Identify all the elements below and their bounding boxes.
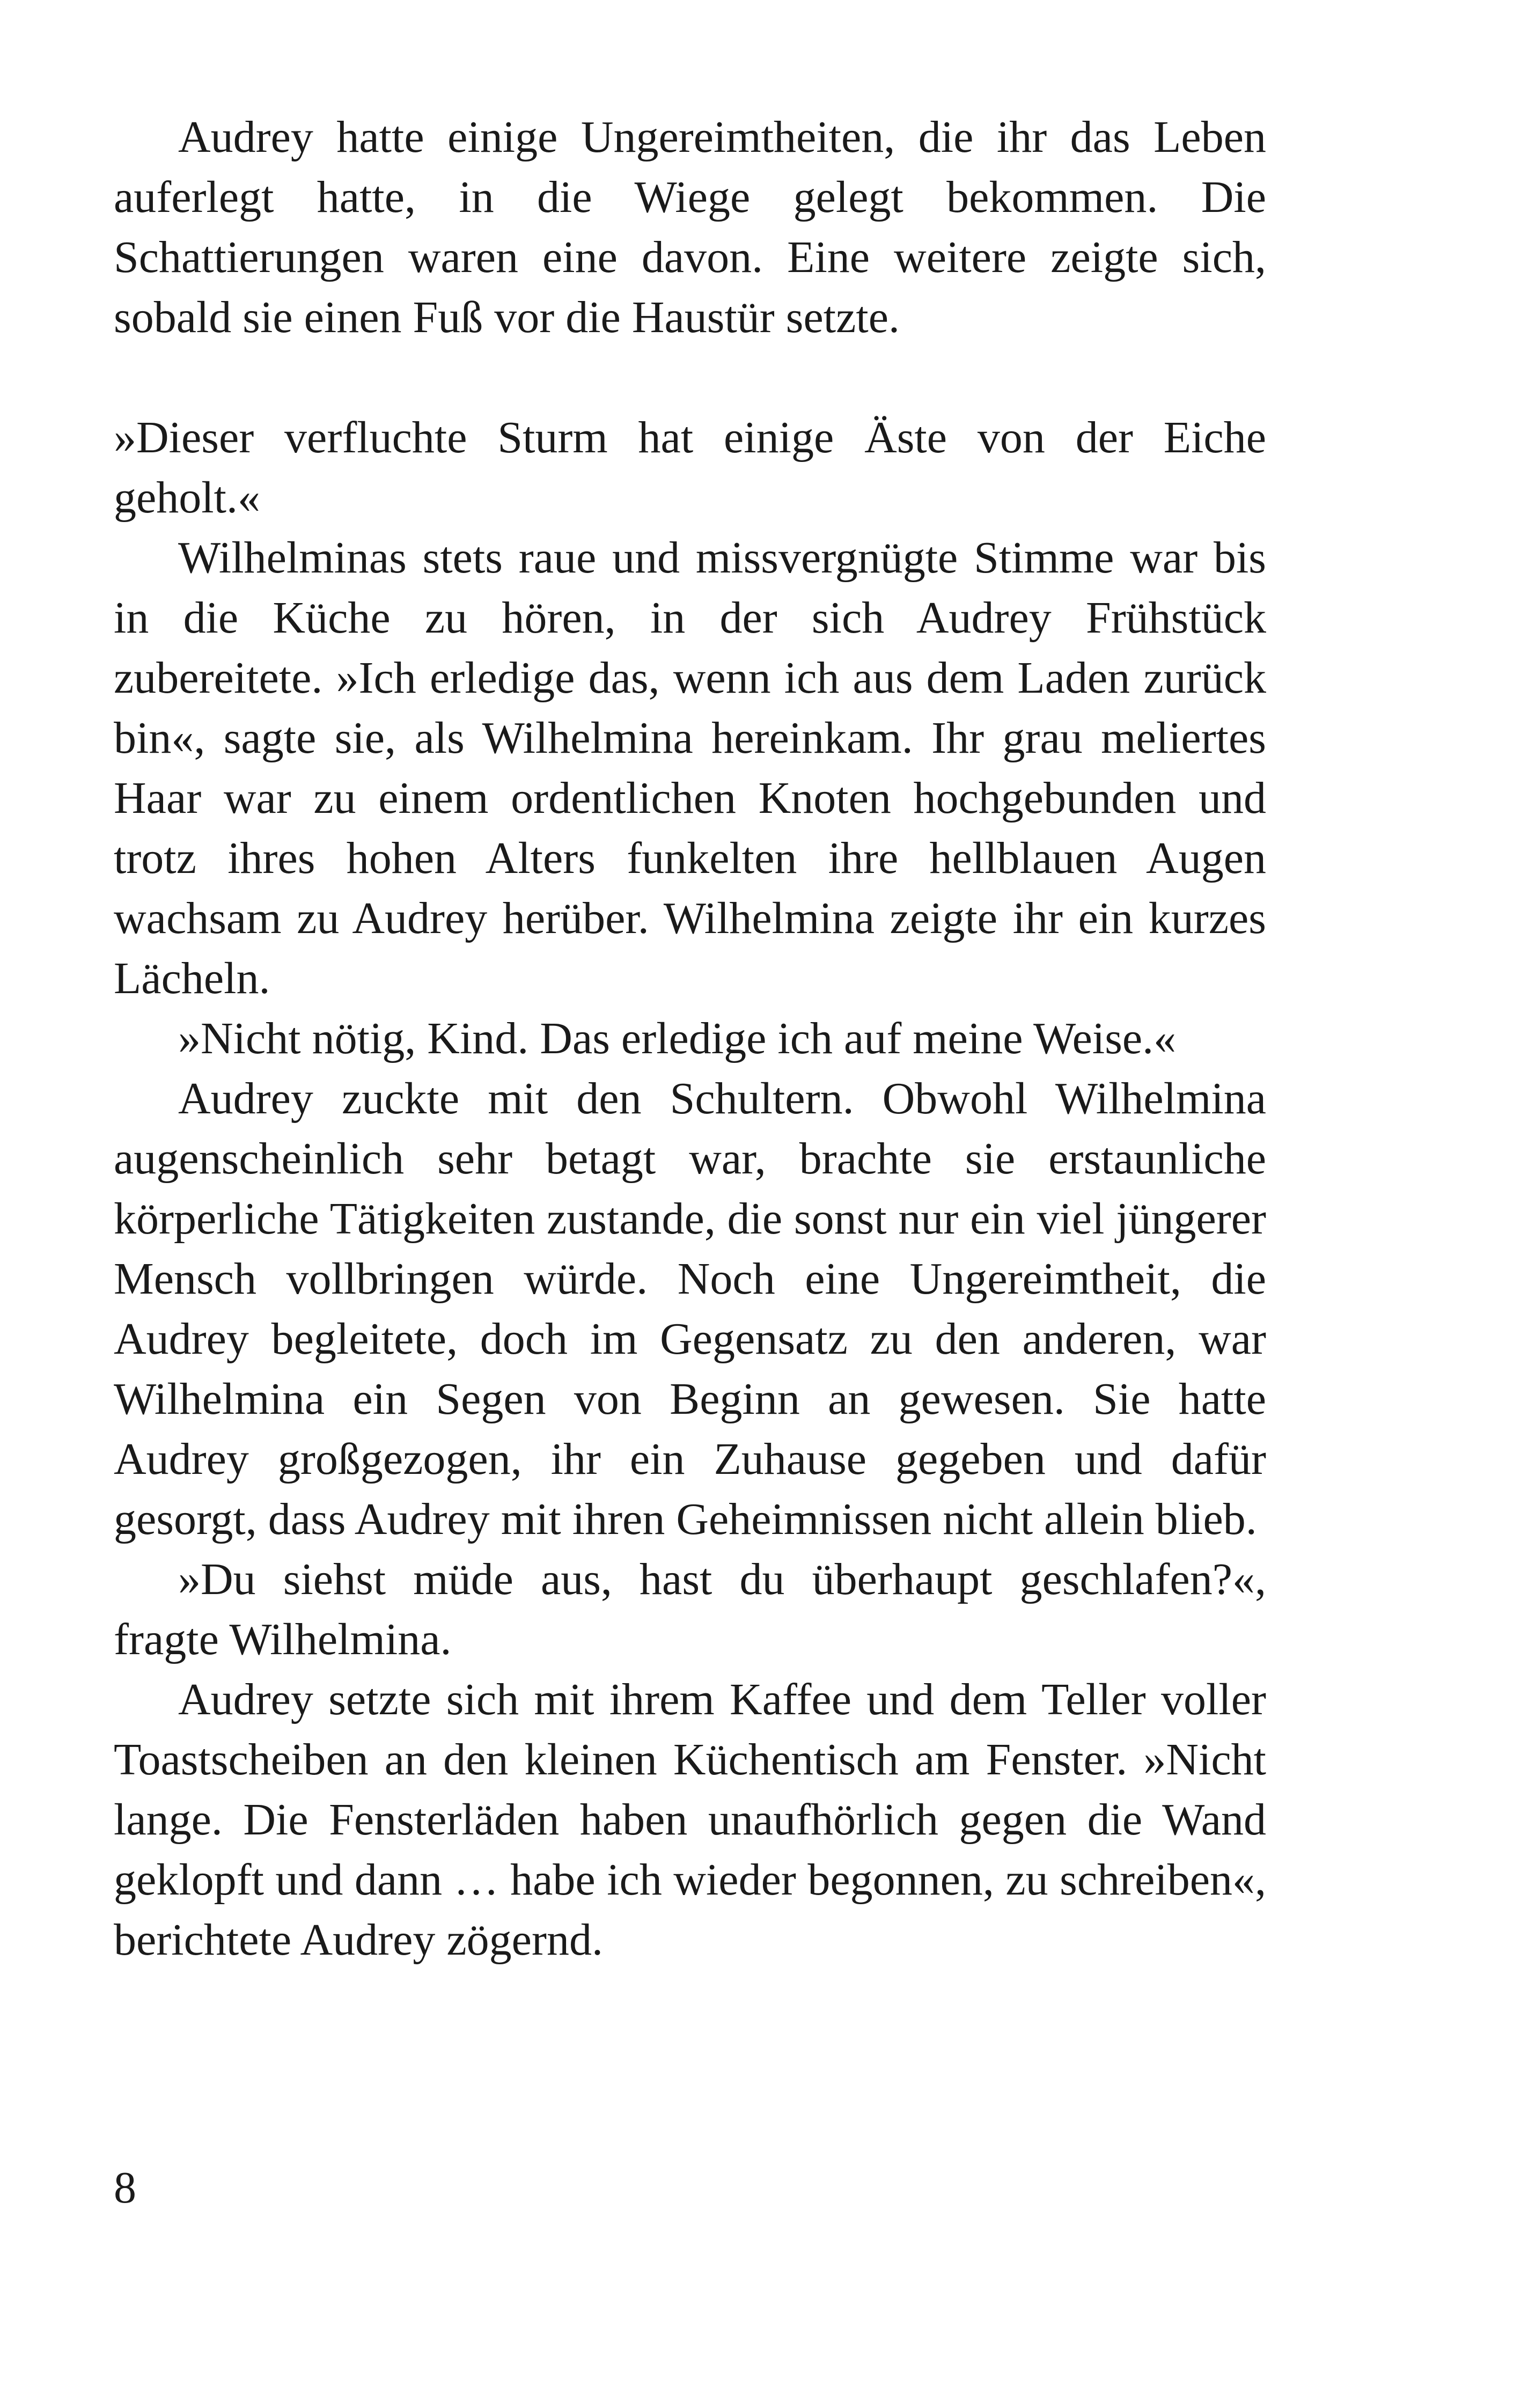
- paragraph-dialogue-child: »Nicht nötig, Kind. Das erledige ich auf meine Weise.«: [178, 1014, 1177, 1063]
- paragraph-opening: Audrey hatte einige Ungereimtheiten, die ihr das Leben auferlegt hatte, in die Wiege gelegt bekommen. Die Schattierungen waren eine davon. Eine weitere zeigte sich, sobald sie einen Fuß vor die Haustür setzte.: [114, 112, 1266, 342]
- paragraph-dialogue-tired: »Du siehst müde aus, hast du überhaupt geschlafen?«, fragte Wilhelmina.: [114, 1554, 1266, 1664]
- paragraph-shrug: Audrey zuckte mit den Schultern. Obwohl Wilhelmina augenscheinlich sehr betagt war, brachte sie erstaunliche körperliche Tätigkeiten zustande, die sonst nur ein viel jüngerer Mensch vollbringen würde. Noch eine Ungereimtheit, die Audrey begleitete, doch im Gegensatz zu den anderen, war Wilhelmina ein Segen von Beginn an gewesen. Sie hatte Audrey großgezogen, ihr ein Zuhause gegeben und dafür gesorgt, dass Audrey mit ihren Geheimnissen nicht allein blieb.: [114, 1074, 1266, 1544]
- body-text: [114, 107, 1266, 1970]
- paragraph-dialogue-storm: »Dieser verfluchte Sturm hat einige Äste von der Eiche geholt.«: [114, 413, 1266, 523]
- page-number: 8: [114, 2163, 136, 2213]
- paragraph-kitchen: Wilhelminas stets raue und missvergnügte Stimme war bis in die Küche zu hören, in der sich Audrey Frühstück zubereitete. »Ich erledige das, wenn ich aus dem Laden zurück bin«, sagte sie, als Wilhelmina hereinkam. Ihr grau meliertes Haar war zu einem ordentlichen Knoten hochgebunden und trotz ihres hohen Alters funkelten ihre hellblauen Augen wachsam zu Audrey herüber. Wilhelmina zeigte ihr ein kurzes Lächeln.: [114, 533, 1266, 1003]
- paragraph-coffee: Audrey setzte sich mit ihrem Kaffee und dem Teller voller Toastscheiben an den kleinen Küchentisch am Fenster. »Nicht lange. Die Fensterläden haben unaufhörlich gegen die Wand geklopft und dann … habe ich wieder begonnen, zu schreiben«, berichtete Audrey zögernd.: [114, 1675, 1266, 1965]
